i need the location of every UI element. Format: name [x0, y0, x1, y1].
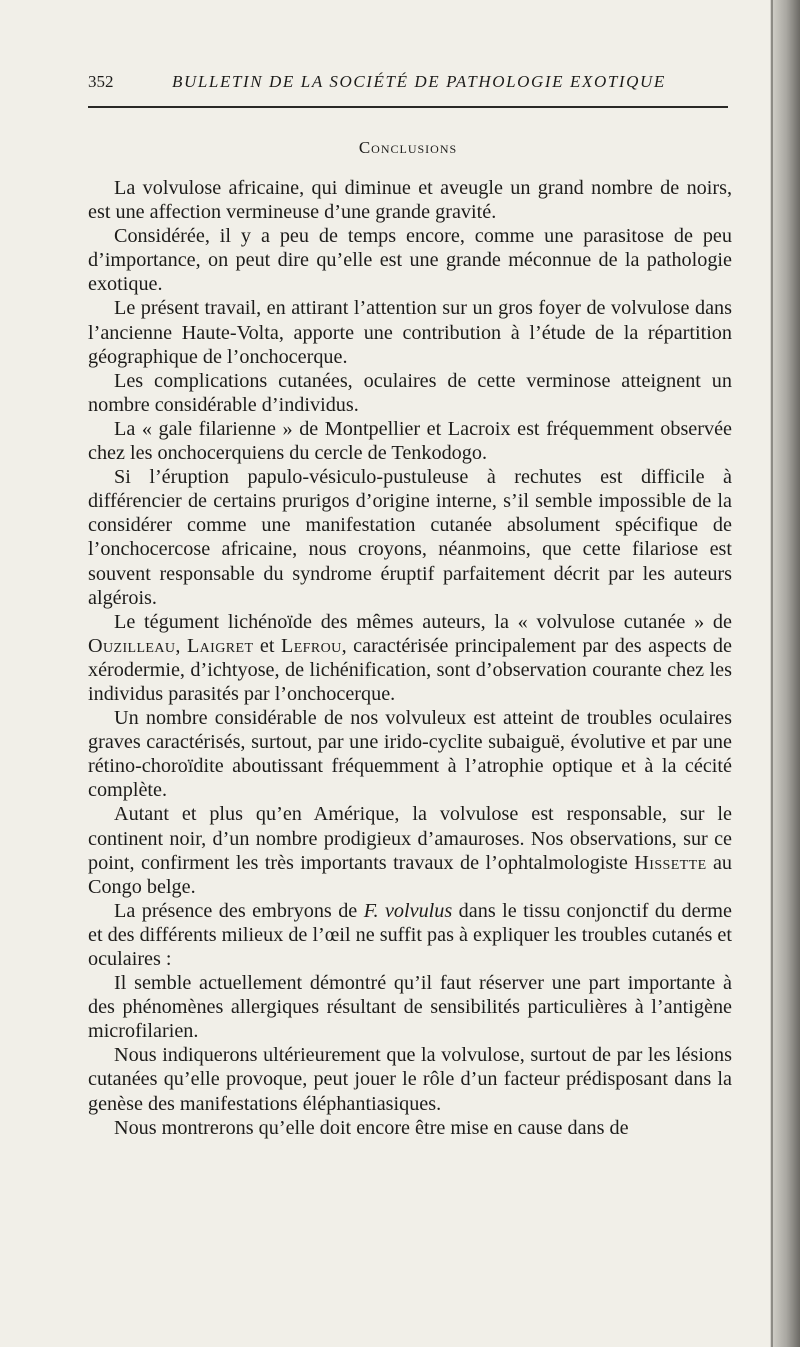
- paragraph-text: dans le tissu conjonctif du derme et des différents milieux de l’œil ne suffit pas à expliquer les troubles cutanés et oculaires :: [88, 899, 732, 970]
- header-rule: [88, 106, 728, 108]
- author-name: Laigret: [186, 634, 254, 657]
- page-edge-line: [771, 0, 773, 1347]
- body-text: [88, 176, 732, 1140]
- paragraph-text: Le tégument lichénoïde des mêmes auteurs, la « volvulose cutanée » de: [114, 610, 732, 633]
- paragraph: Les complications cutanées, oculaires de cette verminose atteignent un nombre considérable d’individus.: [88, 369, 732, 416]
- section-title: Conclusions: [358, 138, 458, 157]
- paragraph: Nous indiquerons ultérieurement que la volvulose, surtout de par les lésions cutanées qu’elle provoque, peut jouer le rôle d’un facteur prédisposant dans la genèse des manifestations éléphantiasiques.: [88, 1044, 732, 1115]
- paragraph: La volvulose africaine, qui diminue et aveugle un grand nombre de noirs, est une affection vermineuse d’une grande gravité.: [88, 177, 732, 224]
- page-edge: [770, 0, 800, 1347]
- paragraph-text: ,: [175, 634, 187, 657]
- species-name: F. volvulus: [363, 899, 453, 922]
- paragraph-text: au Congo belge.: [88, 851, 732, 898]
- paragraph-text: Autant et plus qu’en Amérique, la volvulose est responsable, sur le continent noir, d’un nombre prodigieux d’amauroses. Nos observations, sur ce point, confirment les très importants travaux de l’ophtalmologiste: [88, 803, 732, 874]
- paragraph-text: La présence des embryons de: [114, 899, 364, 922]
- author-name: Ouzilleau: [88, 634, 176, 657]
- paragraph: Nous montrerons qu’elle doit encore être mise en cause dans de: [114, 1116, 629, 1139]
- paragraph: [88, 899, 732, 971]
- paragraph: Considérée, il y a peu de temps encore, comme une parasitose de peu d’importance, on peut dire qu’elle est une grande méconnue de la pathologie exotique.: [88, 225, 732, 296]
- author-name: Lefrou: [280, 634, 342, 657]
- paragraph: Un nombre considérable de nos volvuleux est atteint de troubles oculaires graves caractérisés, surtout, par une irido-cyclite subaiguë, évolutive et par une rétino-choroïdite aboutissant fréquemment à l’atrophie optique et à la cécité complète.: [88, 707, 732, 802]
- paragraph-text: et: [253, 634, 281, 657]
- paragraph: Il semble actuellement démontré qu’il faut réserver une part importante à des phénomènes allergiques résultant de sensibilités particulières à l’antigène microfilarien.: [88, 972, 732, 1043]
- page-header: [88, 72, 728, 96]
- paragraph: Le présent travail, en attirant l’attention sur un gros foyer de volvulose dans l’ancienne Haute-Volta, apporte une contribution à l’étude de la répartition géographique de l’onchocerque.: [88, 297, 732, 368]
- running-title: BULLETIN DE LA SOCIÉTÉ DE PATHOLOGIE EXOTIQUE: [172, 72, 666, 91]
- paragraph: La « gale filarienne » de Montpellier et Lacroix est fréquemment observée chez les onchocerquiens du cercle de Tenkodogo.: [88, 417, 732, 465]
- paragraph: [88, 610, 732, 706]
- paragraph: Si l’éruption papulo-vésiculo-pustuleuse à rechutes est difficile à différencier de certains prurigos d’origine interne, s’il semble impossible de la considérer comme une manifestation cutanée absolument spécifique de l’onchocercose africaine, nous croyons, néanmoins, que cette filariose est souvent responsable du syndrome éruptif parfaitement décrit par les auteurs algérois.: [88, 466, 732, 609]
- author-name: Hissette: [634, 851, 707, 874]
- paragraph-text: , caractérisée principalement par des aspects de xérodermie, d’ichtyose, de lichénification, sont d’observation courante chez les individus parasités par l’onchocerque.: [88, 634, 732, 705]
- page-number: 352: [88, 72, 114, 91]
- paragraph: [88, 802, 732, 898]
